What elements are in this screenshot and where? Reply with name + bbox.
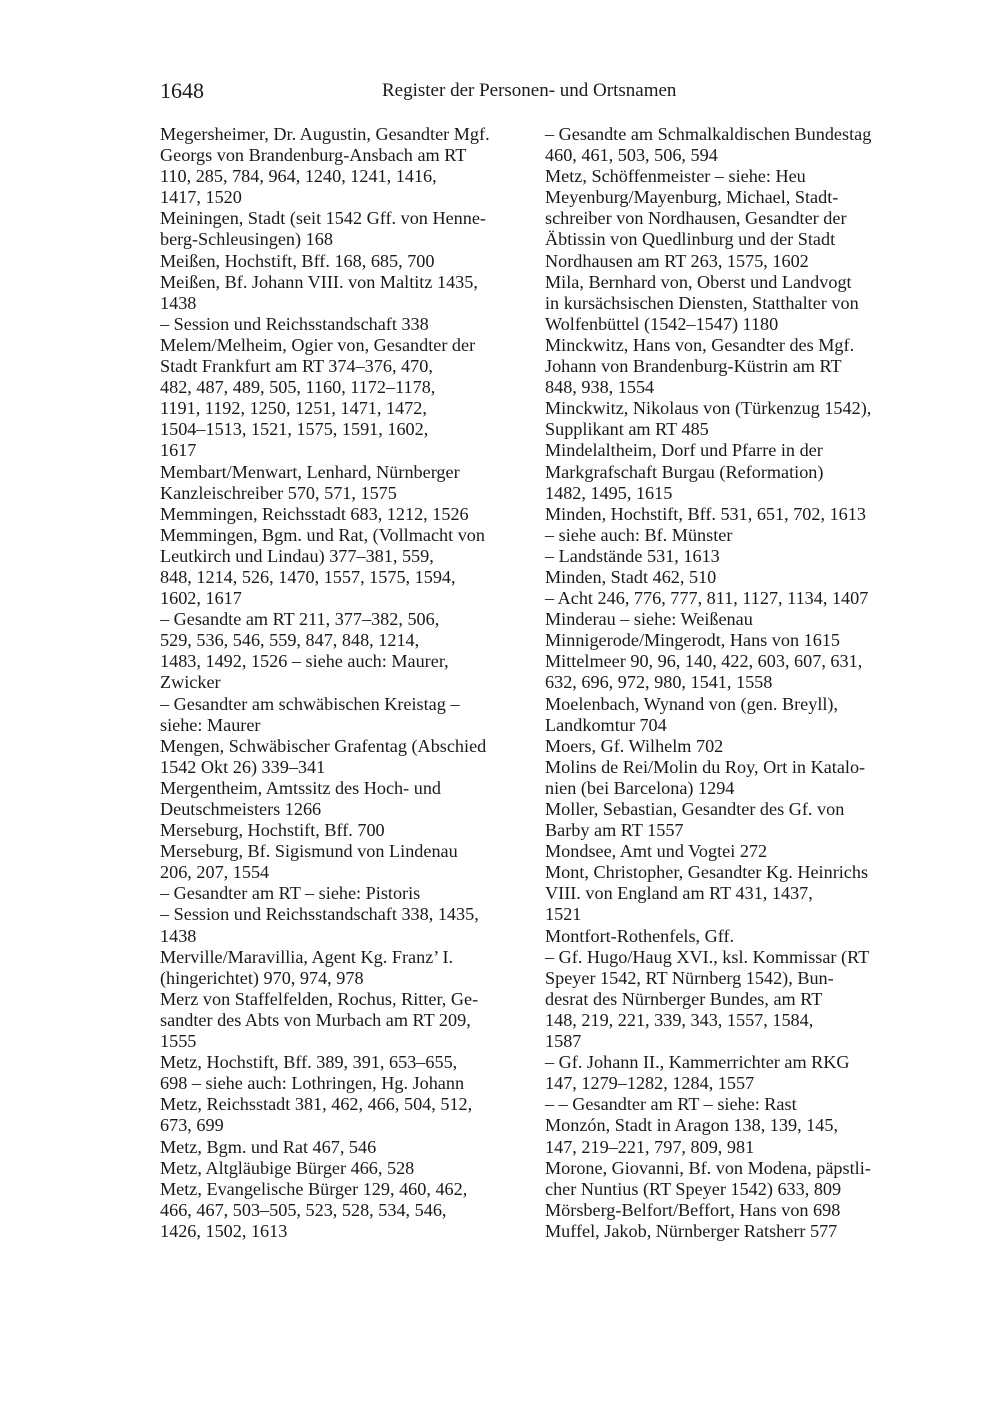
entry-line: – Session und Reichsstandschaft 338, 1435, <box>160 904 479 925</box>
entry-line: Merville/Maravillia, Agent Kg. Franz’ I. <box>160 946 454 967</box>
entry-line: Metz, Schöffenmeister – siehe: Heu <box>545 166 806 187</box>
index-entry <box>160 736 532 778</box>
entry-line: 1602, 1617 <box>160 588 242 609</box>
index-entry <box>160 208 532 250</box>
entry-line: 1587 <box>545 1031 582 1052</box>
entry-line: Meiningen, Stadt (seit 1542 Gff. von Henne- <box>160 208 486 229</box>
entry-line: Supplikant am RT 485 <box>545 419 709 440</box>
entry-line: Metz, Altgläubige Bürger 466, 528 <box>160 1157 415 1178</box>
entry-line: 1417, 1520 <box>160 187 242 208</box>
index-subentry <box>160 314 532 335</box>
index-subentry <box>545 124 917 166</box>
index-entry <box>545 1200 917 1221</box>
entry-line: Nordhausen am RT 263, 1575, 1602 <box>545 250 809 271</box>
entry-line: Meißen, Bf. Johann VIII. von Maltitz 1435, <box>160 271 478 292</box>
entry-line: Minckwitz, Hans von, Gesandter des Mgf. <box>545 334 855 355</box>
entry-line: 698 – siehe auch: Lothringen, Hg. Johann <box>160 1073 465 1094</box>
entry-line: siehe: Maurer <box>160 714 261 735</box>
entry-line: 1617 <box>160 440 197 461</box>
index-subentry <box>160 883 532 904</box>
index-entry <box>545 440 917 503</box>
entry-line: – Session und Reichsstandschaft 338 <box>160 313 429 334</box>
entry-line: 1438 <box>160 292 197 313</box>
entry-line: Mondsee, Amt und Vogtei 272 <box>545 841 768 862</box>
index-column-left <box>160 124 532 1242</box>
index-entry <box>160 462 532 504</box>
index-entry <box>160 335 532 462</box>
entry-line: 848, 1214, 526, 1470, 1557, 1575, 1594, <box>160 566 456 587</box>
index-entry <box>545 1158 917 1200</box>
index-entry <box>545 862 917 925</box>
entry-line: Markgrafschaft Burgau (Reformation) <box>545 461 824 482</box>
entry-line: 110, 285, 784, 964, 1240, 1241, 1416, <box>160 166 437 187</box>
index-column-right <box>545 124 917 1242</box>
entry-line: Moelenbach, Wynand von (gen. Breyll), <box>545 693 839 714</box>
entry-line: in kursächsischen Diensten, Statthalter von <box>545 292 859 313</box>
index-entry <box>160 504 532 525</box>
entry-line: Landkomtur 704 <box>545 714 667 735</box>
entry-line: Speyer 1542, RT Nürnberg 1542), Bun- <box>545 967 834 988</box>
entry-line: Minnigerode/Mingerodt, Hans von 1615 <box>545 630 841 651</box>
index-entry <box>160 124 532 208</box>
index-entry <box>545 187 917 271</box>
index-entry <box>160 947 532 989</box>
index-entry <box>545 546 917 567</box>
entry-line: Muffel, Jakob, Nürnberger Ratsherr 577 <box>545 1220 838 1241</box>
index-entry <box>545 1115 917 1157</box>
index-entry <box>545 588 917 609</box>
entry-line: Mont, Christopher, Gesandter Kg. Heinrichs <box>545 862 869 883</box>
index-entry <box>160 525 532 609</box>
entry-line: Megersheimer, Dr. Augustin, Gesandter Mgf. <box>160 124 490 144</box>
index-entry <box>160 1094 532 1136</box>
entry-line: Mittelmeer 90, 96, 140, 422, 603, 607, 631, <box>545 651 863 672</box>
entry-line: – Landstände 531, 1613 <box>545 545 720 566</box>
entry-line: nien (bei Barcelona) 1294 <box>545 777 735 798</box>
index-entry <box>545 166 917 187</box>
entry-line: – Gesandte am Schmalkaldischen Bundestag <box>545 124 872 144</box>
index-entry <box>545 757 917 799</box>
entry-line: Mergentheim, Amtssitz des Hoch- und <box>160 777 442 798</box>
entry-line: Johann von Brandenburg-Küstrin am RT <box>545 356 842 377</box>
entry-line: Mindelaltheim, Dorf und Pfarre in der <box>545 440 823 461</box>
index-entry <box>545 799 917 841</box>
entry-line: 460, 461, 503, 506, 594 <box>545 145 718 166</box>
entry-line: Leutkirch und Lindau) 377–381, 559, <box>160 545 434 566</box>
entry-line: 1504–1513, 1521, 1575, 1591, 1602, <box>160 419 429 440</box>
entry-line: 148, 219, 221, 339, 343, 1557, 1584, <box>545 1009 814 1030</box>
index-entry <box>545 694 917 736</box>
entry-line: Montfort-Rothenfels, Gff. <box>545 925 735 946</box>
index-entry <box>545 1221 917 1242</box>
entry-line: desrat des Nürnberger Bundes, am RT <box>545 988 823 1009</box>
entry-line: Merz von Staffelfelden, Rochus, Ritter, Ge- <box>160 988 479 1009</box>
entry-line: 1555 <box>160 1031 197 1052</box>
entry-line: Metz, Hochstift, Bff. 389, 391, 653–655, <box>160 1052 458 1073</box>
index-entry <box>160 989 532 1052</box>
entry-line: Minden, Stadt 462, 510 <box>545 566 717 587</box>
index-entry <box>160 841 532 883</box>
entry-line: VIII. von England am RT 431, 1437, <box>545 883 813 904</box>
index-entry <box>545 567 917 588</box>
index-entry <box>545 335 917 398</box>
entry-line: Mörsberg-Belfort/Beffort, Hans von 698 <box>545 1199 841 1220</box>
index-subentry <box>545 1052 917 1094</box>
running-title: Register der Personen- und Ortsnamen <box>382 80 677 101</box>
entry-line: Kanzleischreiber 570, 571, 1575 <box>160 482 397 503</box>
entry-line: – – Gesandter am RT – siehe: Rast <box>545 1094 797 1115</box>
entry-line: Äbtissin von Quedlinburg und der Stadt <box>545 229 836 250</box>
entry-line: Metz, Evangelische Bürger 129, 460, 462, <box>160 1178 468 1199</box>
index-entry <box>545 1094 917 1115</box>
entry-line: Meißen, Hochstift, Bff. 168, 685, 700 <box>160 250 435 271</box>
entry-line: Memmingen, Reichsstadt 683, 1212, 1526 <box>160 503 469 524</box>
entry-line: Mila, Bernhard von, Oberst und Landvogt <box>545 271 852 292</box>
entry-line: 673, 699 <box>160 1115 224 1136</box>
entry-line: sandter des Abts von Murbach am RT 209, <box>160 1009 471 1030</box>
entry-line: 632, 696, 972, 980, 1541, 1558 <box>545 672 773 693</box>
entry-line: Minden, Hochstift, Bff. 531, 651, 702, 1613 <box>545 503 866 524</box>
entry-line: Merseburg, Hochstift, Bff. 700 <box>160 820 385 841</box>
entry-line: Metz, Reichsstadt 381, 462, 466, 504, 512, <box>160 1094 473 1115</box>
entry-line: 1482, 1495, 1615 <box>545 482 673 503</box>
entry-line: 1542 Okt 26) 339–341 <box>160 756 326 777</box>
entry-line: Moller, Sebastian, Gesandter des Gf. von <box>545 799 845 819</box>
entry-line: Melem/Melheim, Ogier von, Gesandter der <box>160 334 476 355</box>
entry-line: 1483, 1492, 1526 – siehe auch: Maurer, <box>160 651 449 672</box>
entry-line: Morone, Giovanni, Bf. von Modena, päpstli- <box>545 1157 871 1178</box>
index-entry <box>160 1179 532 1242</box>
index-entry <box>160 820 532 841</box>
index-subentry <box>545 947 917 1052</box>
entry-line: Minderau – siehe: Weißenau <box>545 609 753 630</box>
entry-line: schreiber von Nordhausen, Gesandter der <box>545 208 847 229</box>
entry-line: Moers, Gf. Wilhelm 702 <box>545 735 724 756</box>
page-number: 1648 <box>160 78 204 103</box>
index-entry <box>545 630 917 651</box>
index-entry <box>545 609 917 630</box>
index-entry <box>160 251 532 272</box>
index-entry <box>160 1052 532 1094</box>
entry-line: Mengen, Schwäbischer Grafentag (Abschied <box>160 735 487 756</box>
index-entry <box>160 778 532 820</box>
entry-line: – Acht 246, 776, 777, 811, 1127, 1134, 1407 <box>545 588 869 609</box>
entry-line: 1191, 1192, 1250, 1251, 1471, 1472, <box>160 398 427 419</box>
entry-line: cher Nuntius (RT Speyer 1542) 633, 809 <box>545 1178 842 1199</box>
entry-line: Meyenburg/Mayenburg, Michael, Stadt- <box>545 187 839 208</box>
entry-line: Membart/Menwart, Lenhard, Nürnberger <box>160 461 460 482</box>
index-subentry <box>160 904 532 946</box>
entry-line: 1521 <box>545 904 582 925</box>
index-entry <box>545 504 917 546</box>
page-header <box>160 78 910 108</box>
index-entry <box>545 736 917 757</box>
entry-line: – Gf. Hugo/Haug XVI., ksl. Kommissar (RT <box>545 946 870 967</box>
entry-line: 206, 207, 1554 <box>160 862 270 883</box>
entry-line: 529, 536, 546, 559, 847, 848, 1214, <box>160 630 420 651</box>
index-entry <box>545 398 917 440</box>
entry-line: Georgs von Brandenburg-Ansbach am RT <box>160 145 467 166</box>
entry-line: Minckwitz, Nikolaus von (Türkenzug 1542), <box>545 398 872 419</box>
index-entry <box>545 272 917 335</box>
entry-line: – siehe auch: Bf. Münster <box>545 524 733 545</box>
entry-line: Zwicker <box>160 672 221 693</box>
entry-line: 147, 219–221, 797, 809, 981 <box>545 1136 755 1157</box>
index-subentry <box>160 694 532 736</box>
entry-line: Deutschmeisters 1266 <box>160 799 322 819</box>
entry-line: Monzón, Stadt in Aragon 138, 139, 145, <box>545 1115 839 1136</box>
index-entry <box>545 651 917 693</box>
entry-line: Molins de Rei/Molin du Roy, Ort in Katalo- <box>545 756 866 777</box>
entry-line: 482, 487, 489, 505, 1160, 1172–1178, <box>160 377 436 398</box>
entry-line: Metz, Bgm. und Rat 467, 546 <box>160 1136 377 1157</box>
entry-line: – Gesandter am schwäbischen Kreistag – <box>160 693 460 714</box>
entry-line: 147, 1279–1282, 1284, 1557 <box>545 1073 755 1094</box>
entry-line: 466, 467, 503–505, 523, 528, 534, 546, <box>160 1199 447 1220</box>
entry-line: – Gesandte am RT 211, 377–382, 506, <box>160 609 440 630</box>
entry-line: (hingerichtet) 970, 974, 978 <box>160 967 364 988</box>
index-entry <box>160 1158 532 1179</box>
entry-line: 1438 <box>160 925 197 946</box>
index-entry <box>160 272 532 314</box>
entry-line: berg-Schleusingen) 168 <box>160 229 333 250</box>
entry-line: Barby am RT 1557 <box>545 820 684 841</box>
index-entry <box>160 1137 532 1158</box>
entry-line: Stadt Frankfurt am RT 374–376, 470, <box>160 356 433 377</box>
entry-line: – Gf. Johann II., Kammerrichter am RKG <box>545 1052 850 1073</box>
entry-line: 848, 938, 1554 <box>545 377 655 398</box>
entry-line: Memmingen, Bgm. und Rat, (Vollmacht von <box>160 524 485 545</box>
index-entry <box>545 926 917 947</box>
entry-line: Wolfenbüttel (1542–1547) 1180 <box>545 313 779 334</box>
entry-line: 1426, 1502, 1613 <box>160 1220 288 1241</box>
entry-line: Merseburg, Bf. Sigismund von Lindenau <box>160 841 458 862</box>
index-subentry <box>160 609 532 693</box>
entry-line: – Gesandter am RT – siehe: Pistoris <box>160 883 421 904</box>
index-entry <box>545 841 917 862</box>
